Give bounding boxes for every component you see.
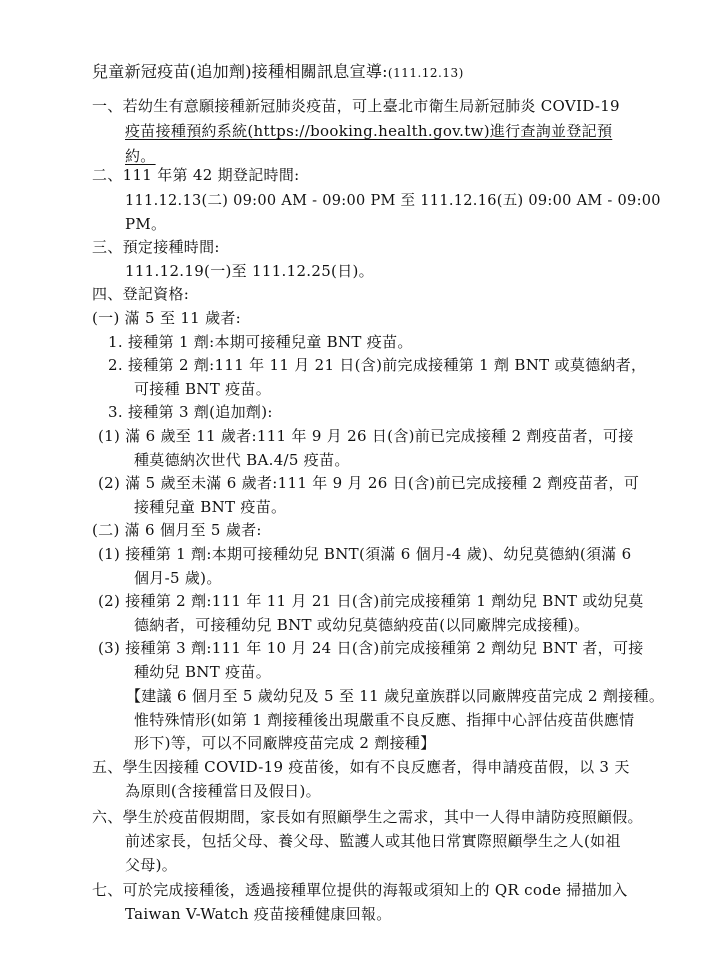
group-2-point-1-line-1: (1) 接種第 1 劑:本期可接種幼兒 BNT(須滿 6 個月-4 歲)、幼兒莫德納(須滿 6 <box>98 545 632 563</box>
section-2-heading: 二、111 年第 42 期登記時間: <box>92 166 300 184</box>
title-date: (111.12.13) <box>387 66 464 80</box>
section-6-line-2: 前述家長，包括父母、養父母、監護人或其他日常實際照顧學生之人(如祖 <box>125 832 621 850</box>
section-5-line-1: 五、學生因接種 COVID-19 疫苗後，如有不良反應者，得申請疫苗假，以 3 天 <box>92 758 630 776</box>
group-1-point-1-line-2: 種莫德納次世代 BA.4/5 疫苗。 <box>134 451 350 469</box>
title-text: 兒童新冠疫苗(追加劑)接種相關訊息宣導: <box>92 62 388 81</box>
group-2-point-3-line-2: 種幼兒 BNT 疫苗。 <box>134 663 271 681</box>
group-1-item-1: 1. 接種第 1 劑:本期可接種兒童 BNT 疫苗。 <box>108 333 413 351</box>
group-1-heading: (一) 滿 5 至 11 歲者: <box>92 309 242 327</box>
section-4-heading: 四、登記資格: <box>92 285 190 303</box>
section-2-line-2: PM。 <box>125 215 167 233</box>
section-3-heading: 三、預定接種時間: <box>92 238 220 256</box>
group-2-heading: (二) 滿 6 個月至 5 歲者: <box>92 521 262 539</box>
group-1-point-2-line-1: (2) 滿 5 歲至未滿 6 歲者:111 年 9 月 26 日(含)前已完成接種 2 劑疫苗者，可 <box>98 474 640 492</box>
section-6-line-1: 六、學生於疫苗假期間，家長如有照顧學生之需求，其中一人得申請防疫照顧假。 <box>92 808 643 826</box>
group-1-item-2-line-2: 可接種 BNT 疫苗。 <box>134 380 271 398</box>
group-1-item-2-line-1: 2. 接種第 2 劑:111 年 11 月 21 日(含)前完成接種第 1 劑 BNT 或莫德納者， <box>108 356 647 374</box>
group-2-point-1-line-2: 個月-5 歲)。 <box>134 569 222 587</box>
group-2-note-line-2: 惟特殊情形(如第 1 劑接種後出現嚴重不良反應、指揮中心評估疫苗供應情 <box>134 711 635 729</box>
section-1-line-3: 約。 <box>125 147 156 165</box>
section-1-line-1: 一、若幼生有意願接種新冠肺炎疫苗，可上臺北市衛生局新冠肺炎 COVID-19 <box>92 97 620 115</box>
group-2-note-line-3: 形下)等，可以不同廠牌疫苗完成 2 劑接種】 <box>134 734 436 752</box>
section-2-line-1: 111.12.13(二) 09:00 AM - 09:00 PM 至 111.12.16(五) 09:00 AM - 09:00 <box>125 193 661 209</box>
group-1-point-2-line-2: 接種兒童 BNT 疫苗。 <box>134 498 287 516</box>
group-2-point-2-line-2: 德納者，可接種幼兒 BNT 或幼兒莫德納疫苗(以同廠牌完成接種)。 <box>134 616 590 634</box>
section-5-line-2: 為原則(含接種當日及假日)。 <box>125 782 321 800</box>
group-2-point-3-line-1: (3) 接種第 3 劑:111 年 10 月 24 日(含)前完成接種第 2 劑幼兒 BNT 者，可接 <box>98 639 644 657</box>
group-1-point-1-line-1: (1) 滿 6 歲至 11 歲者:111 年 9 月 26 日(含)前已完成接種 2 劑疫苗者，可接 <box>98 427 634 445</box>
group-1-item-3: 3. 接種第 3 劑(追加劑): <box>108 403 273 421</box>
section-7-line-1: 七、可於完成接種後，透過接種單位提供的海報或須知上的 QR code 掃描加入 <box>92 881 628 899</box>
section-3-line-1: 111.12.19(一)至 111.12.25(日)。 <box>125 262 374 280</box>
section-7-line-2: Taiwan V-Watch 疫苗接種健康回報。 <box>125 905 392 923</box>
section-1-line-2: 疫苗接種預約系統(https://booking.health.gov.tw)進行查詢並登記預 <box>125 122 613 140</box>
group-2-note-line-1: 【建議 6 個月至 5 歲幼兒及 5 至 11 歲兒童族群以同廠牌疫苗完成 2 劑接種。 <box>126 687 665 705</box>
document-title <box>92 62 464 83</box>
section-6-line-3: 父母)。 <box>125 856 178 874</box>
group-2-point-2-line-1: (2) 接種第 2 劑:111 年 11 月 21 日(含)前完成接種第 1 劑幼兒 BNT 或幼兒莫 <box>98 592 644 610</box>
